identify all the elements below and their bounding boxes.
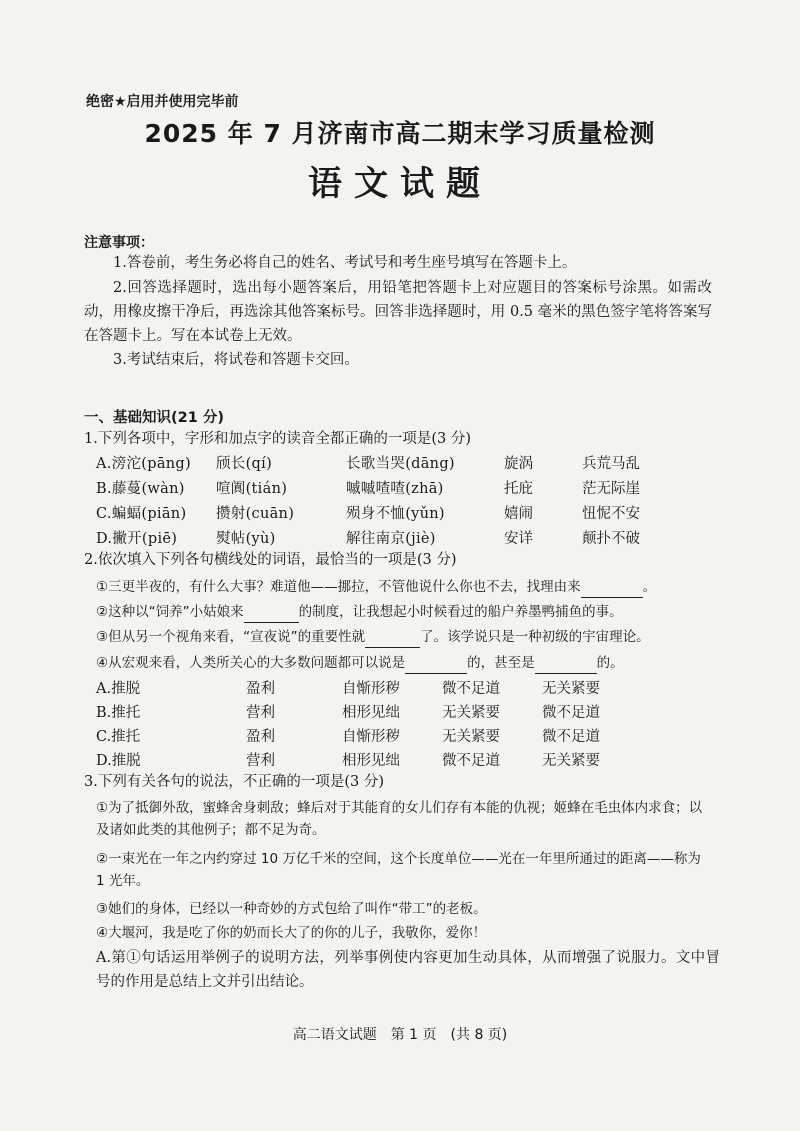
note-item-3: 3.考试结束后，将试卷和答题卡交回。 — [113, 352, 359, 368]
question-2-option-b: B.推托 营利 相形见绌 无关紧要 微不足道 — [96, 705, 600, 721]
question-3-stem: 3.下列有关各句的说法，不正确的一项是(3 分) — [84, 774, 384, 790]
question-3-sentence-3: ③她们的身体，已经以一种奇妙的方式包给了叫作“带工”的老板。 — [96, 901, 487, 917]
answer-blank — [244, 606, 299, 623]
note-item-1: 1.答卷前，考生务必将自己的姓名、考试号和考生座号填写在答题卡上。 — [113, 255, 577, 271]
answer-blank — [581, 581, 643, 598]
question-1-stem: 1.下列各项中，字形和加点字的读音全都正确的一项是(3 分) — [84, 431, 471, 447]
section-heading: 一、基础知识(21 分) — [84, 410, 224, 426]
question-3-sentence-1: ①为了抵御外敌，蜜蜂舍身刺敌；蜂后对于其能育的女儿们存有本能的仇视；姬蜂在毛虫体内求食；以及诸如此类的其他例子；都不足为奇。 — [96, 800, 703, 838]
question-2-option-d: D.推脱 营利 相形见绌 微不足道 无关紧要 — [96, 753, 600, 769]
question-2-sentence-3: ③但从另一个视角来看，“宣夜说”的重要性就 了。该学说只是一种初级的宇宙理论。 — [96, 626, 716, 648]
question-1-option-d: D.撇开(piē) 熨帖(yù) 解往南京(jiè) 安详 颠扑不破 — [96, 531, 640, 547]
confidential-label: 绝密★启用并使用完毕前 — [86, 94, 239, 110]
question-1-option-a: A.滂沱(pāng) 颀长(qí) 长歌当哭(dāng) 旋涡 兵荒马乱 — [96, 456, 640, 472]
question-2-sentence-2: ②这种以“饲养”小姑娘来 的制度，让我想起小时候看过的船户养墨鸭捕鱼的事。 — [96, 601, 716, 623]
question-1-option-c: C.蝙蝠(piān) 攒射(cuān) 殒身不恤(yǔn) 嬉闹 忸怩不安 — [96, 506, 640, 522]
question-3-sentence-4: ④大堰河，我是吃了你的奶而长大了的你的儿子，我敬你，爱你！ — [96, 925, 487, 941]
answer-blank — [535, 657, 597, 674]
question-1-option-b: B.藤蔓(wàn) 喧阗(tián) 嘁嘁喳喳(zhā) 托庇 茫无际崖 — [96, 481, 640, 497]
exam-subtitle: 语文试题 — [308, 164, 492, 204]
question-2-sentence-4: ④从宏观来看，人类所关心的大多数问题都可以说是 的，甚至是 的。 — [96, 652, 716, 674]
exam-title: 2025 年 7 月济南市高二期末学习质量检测 — [144, 119, 656, 148]
question-3-option-a: A.第①句话运用举例子的说明方法，列举事例使内容更加生动具体，从而增强了说服力。文中冒号的作用是总结上文并引出结论。 — [96, 950, 720, 990]
question-2-option-a: A.推脱 盈利 自惭形秽 微不足道 无关紧要 — [96, 681, 600, 697]
question-2-option-c: C.推托 盈利 自惭形秽 无关紧要 微不足道 — [96, 729, 600, 745]
note-item-2: 2.回答选择题时，选出每小题答案后，用铅笔把答题卡上对应题目的答案标号涂黑。如需改动，用橡皮擦干净后，再选涂其他答案标号。回答非选择题时，用 0.5 毫米的黑色签字笔将答案写在答题卡上。写在本试卷上无效。 — [84, 280, 712, 344]
notes-heading: 注意事项： — [84, 235, 154, 251]
question-2-sentence-1: ①三更半夜的，有什么大事？难道他——挪拉，不管他说什么你也不去，找理由来 。 — [96, 576, 716, 598]
page-footer: 高二语文试题 第 1 页 (共 8 页) — [292, 1027, 508, 1043]
answer-blank — [405, 657, 467, 674]
question-3-sentence-2: ②一束光在一年之内约穿过 10 万亿千米的空间，这个长度单位——光在一年里所通过的距离——称为 1 光年。 — [96, 851, 701, 889]
question-2-stem: 2.依次填入下列各句横线处的词语，最恰当的一项是(3 分) — [84, 552, 457, 568]
answer-blank — [365, 631, 420, 648]
